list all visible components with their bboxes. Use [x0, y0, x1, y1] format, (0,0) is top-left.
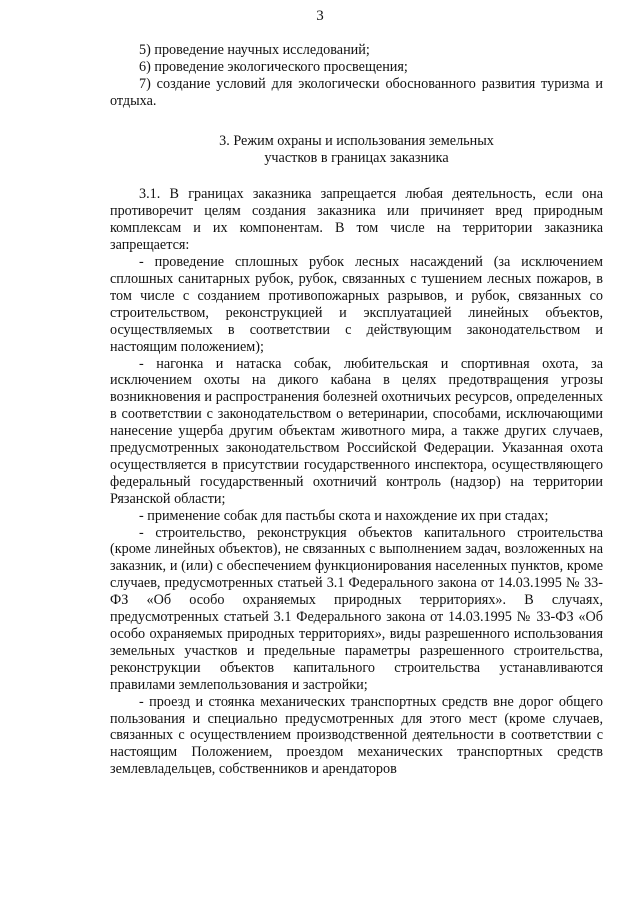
paragraph: 3.1. В границах заказника запрещается любая деятельность, если она противоречит целям создания заказника или причиняет вред природным комплексам и их компонентам. В том числе на территории заказника запрещается:	[110, 186, 603, 254]
paragraph: - нагонка и натаска собак, любительская и спортивная охота, за исключением охоты на дикого кабана в целях предотвращения угрозы возникновения и распространения болезней охотничьих ресурсов, определенных в соответствии с законодательством о ветеринарии, способами, исключающими нанесение ущерба другим объектам животного мира, а также других случаев, предусмотренных законодательством Российской Федерации. Указанная охота осуществляется в присутствии государственного инспектора, осуществляющего федеральный государственный охотничий контроль (надзор) на территории Рязанской области;	[110, 355, 603, 507]
section-heading	[110, 133, 603, 167]
document-body	[110, 42, 603, 778]
paragraph: - проезд и стоянка механических транспортных средств вне дорог общего пользования и специально предусмотренных для этого мест (кроме случаев, связанных с осуществлением производственной деятельности в соответствии с настоящим Положением, проездом механических транспортных средств землевладельцев, собственников и арендаторов	[110, 693, 603, 778]
list-item: 6) проведение экологического просвещения;	[139, 58, 408, 75]
list-item: 7) создание условий для экологически обоснованного развития туризма и отдыха.	[110, 75, 603, 109]
section-heading-line: 3. Режим охраны и использования земельных	[219, 132, 494, 149]
paragraph: - строительство, реконструкция объектов капитального строительства (кроме линейных объектов), не связанных с выполнением задач, возложенных на заказник, и (или) с обеспечением функционирования населенных пунктов, кроме случаев, предусмотренных статьей 3.1 Федерального закона от 14.03.1995 № 33-ФЗ «Об особо охраняемых природных территориях». В случаях, предусмотренных статьей 3.1 Федерального закона от 14.03.1995 № 33-ФЗ «Об особо охраняемых природных территориях», виды разрешенного использования земельных участков и предельные параметры разрешенного строительства, реконструкции объектов капитального строительства устанавливаются правилами землепользования и застройки;	[110, 524, 603, 693]
page-number: 3	[316, 8, 324, 24]
paragraph: - применение собак для пастьбы скота и нахождение их при стадах;	[139, 507, 549, 524]
list-item: 5) проведение научных исследований;	[139, 42, 370, 58]
paragraph: - проведение сплошных рубок лесных насаждений (за исключением сплошных санитарных рубок, рубок, связанных с тушением лесных пожаров, в том числе с созданием противопожарных разрывов, и рубок, связанных со строительством, реконструкцией и эксплуатацией линейных объектов, осуществляемых в соответствии с действующим законодательством и настоящим положением);	[110, 254, 603, 355]
section-heading-line: участков в границах заказника	[264, 149, 449, 166]
